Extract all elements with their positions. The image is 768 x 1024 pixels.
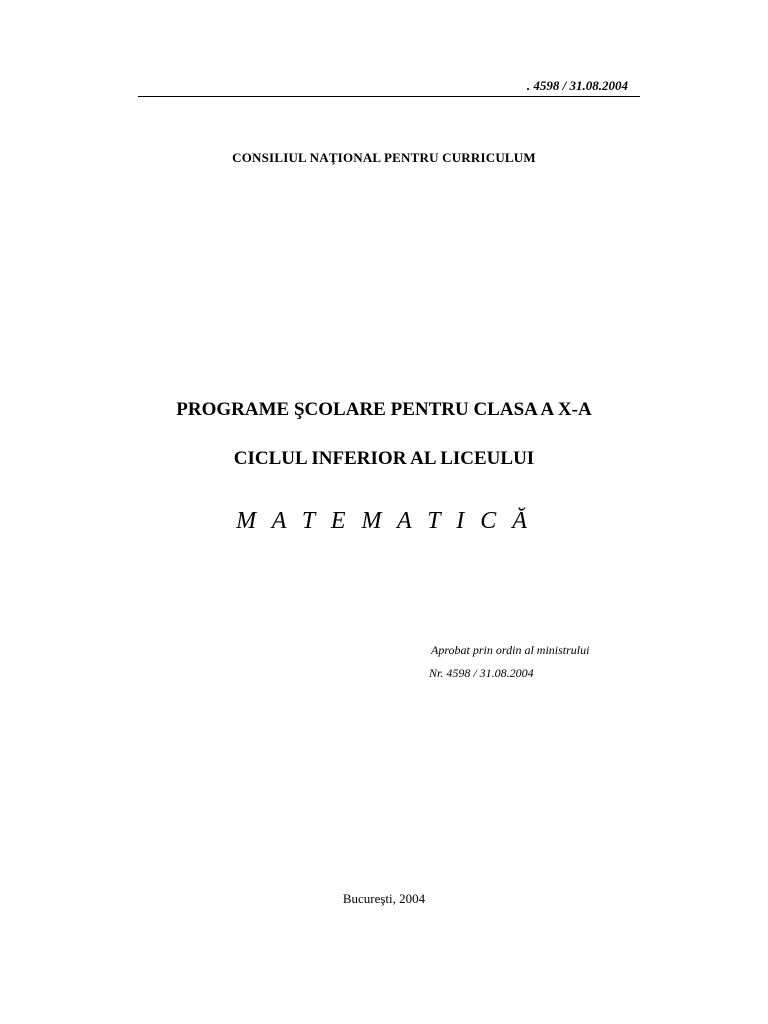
- header-reference: . 4598 / 31.08.2004: [526, 78, 628, 93]
- approval-number: Nr. 4598 / 31.08.2004: [429, 666, 534, 680]
- program-title: PROGRAME ŞCOLARE PENTRU CLASA A X-A: [176, 399, 592, 420]
- header-divider: [138, 96, 640, 97]
- approval-statement: Aprobat prin ordin al ministrului: [431, 643, 590, 657]
- place-date: Bucureşti, 2004: [342, 891, 426, 906]
- cycle-title: CICLUL INFERIOR AL LICEULUI: [233, 448, 535, 469]
- council-name: CONSILIUL NAŢIONAL PENTRU CURRICULUM: [232, 150, 536, 165]
- subject-title: M A T E M A T I C Ă: [236, 508, 532, 534]
